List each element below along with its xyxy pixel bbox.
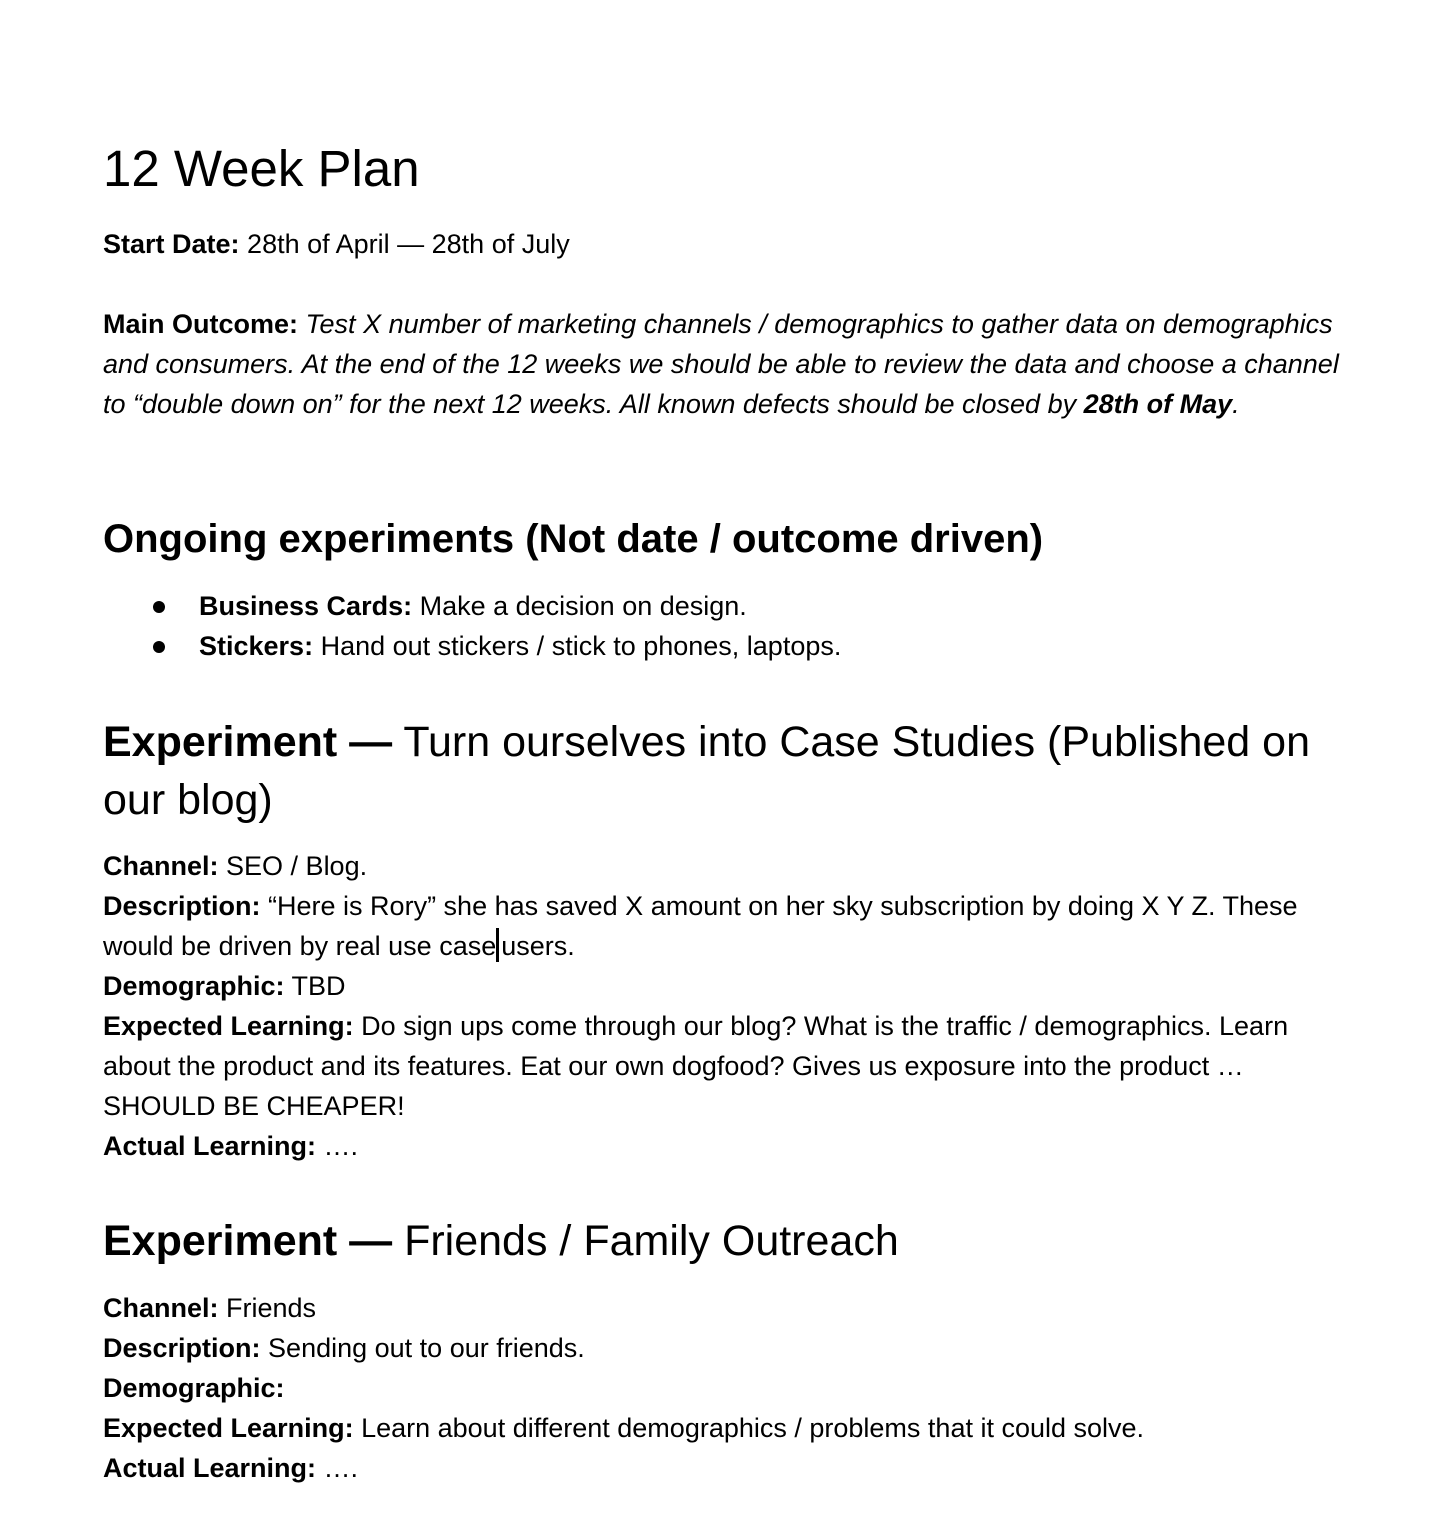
field-value: Sending out to our friends. [268, 1333, 585, 1363]
experiment-1-title: Turn ourselves into Case Studies (Published on our blog) [103, 718, 1310, 824]
field-value: Do sign ups come through our blog? What is the traffic / demographics. Learn about the product and its features. Eat our own dogfood? Gives us exposure into the product … SHOULD BE CHEAPER! [103, 1011, 1289, 1121]
ongoing-list [103, 586, 841, 666]
experiment-2-demographic [103, 1368, 1323, 1408]
field-label: Actual Learning: [103, 1453, 317, 1483]
field-label: Channel: [103, 1293, 219, 1323]
experiment-2-title: Friends / Family Outreach [404, 1217, 899, 1265]
field-label: Expected Learning: [103, 1011, 354, 1041]
page-title: 12 Week Plan [103, 140, 420, 197]
field-value: SEO / Blog. [226, 851, 368, 881]
main-outcome-deadline: 28th of May [1083, 389, 1233, 419]
experiment-2-heading [103, 1212, 1363, 1270]
experiment-2-fields [103, 1288, 1323, 1488]
experiment-1-prefix: Experiment — [103, 718, 393, 766]
main-outcome-text: Test X number of marketing channels / demographics to gather data on demographics and consumers. At the end of the 12 weeks we should be able to review the data and choose a channel to “double down on” for the next 12 weeks. All known defects should be closed by [103, 309, 1339, 419]
field-label: Description: [103, 891, 261, 921]
experiment-1-demographic [103, 966, 1323, 1006]
list-item-text: Hand out stickers / stick to phones, laptops. [320, 631, 842, 661]
field-value: …. [323, 1131, 359, 1161]
main-outcome-paragraph [103, 304, 1363, 424]
bullet-icon [153, 641, 165, 653]
experiment-1-heading [103, 713, 1363, 829]
list-item-label: Business Cards: [199, 591, 413, 621]
field-value: Learn about different demographics / problems that it could solve. [361, 1413, 1145, 1443]
experiment-1-fields [103, 846, 1323, 1166]
field-value: TBD [291, 971, 346, 1001]
experiment-2-actual [103, 1448, 1323, 1488]
field-label: Demographic: [103, 1373, 285, 1403]
field-value: users. [501, 931, 575, 961]
ongoing-heading: Ongoing experiments (Not date / outcome driven) [103, 517, 1044, 561]
experiment-1-expected [103, 1006, 1323, 1126]
field-label: Description: [103, 1333, 261, 1363]
field-label: Channel: [103, 851, 219, 881]
field-value: …. [323, 1453, 359, 1483]
field-label: Expected Learning: [103, 1413, 354, 1443]
start-date-label: Start Date: [103, 229, 240, 259]
experiment-2-prefix: Experiment — [103, 1217, 393, 1265]
list-item-text: Make a decision on design. [419, 591, 747, 621]
bullet-icon [153, 601, 165, 613]
field-label: Demographic: [103, 971, 285, 1001]
text-cursor [496, 928, 499, 962]
field-value: Friends [226, 1293, 317, 1323]
experiment-1-actual [103, 1126, 1323, 1166]
experiment-1-channel [103, 846, 1323, 886]
list-item-label: Stickers: [199, 631, 314, 661]
experiment-2-description [103, 1328, 1323, 1368]
experiment-2-channel [103, 1288, 1323, 1328]
start-date-value: 28th of April — 28th of July [247, 229, 570, 259]
experiment-1-description [103, 886, 1323, 966]
experiment-2-expected [103, 1408, 1323, 1448]
main-outcome-label: Main Outcome: [103, 309, 299, 339]
start-date-line [103, 224, 1363, 264]
list-item [103, 626, 841, 666]
list-item [103, 586, 841, 626]
field-label: Actual Learning: [103, 1131, 317, 1161]
main-outcome-end: . [1232, 389, 1240, 419]
field-value: “Here is Rory” she has saved X amount on her sky subscription by doing X Y Z. These would be driven by real use case [103, 891, 1298, 961]
